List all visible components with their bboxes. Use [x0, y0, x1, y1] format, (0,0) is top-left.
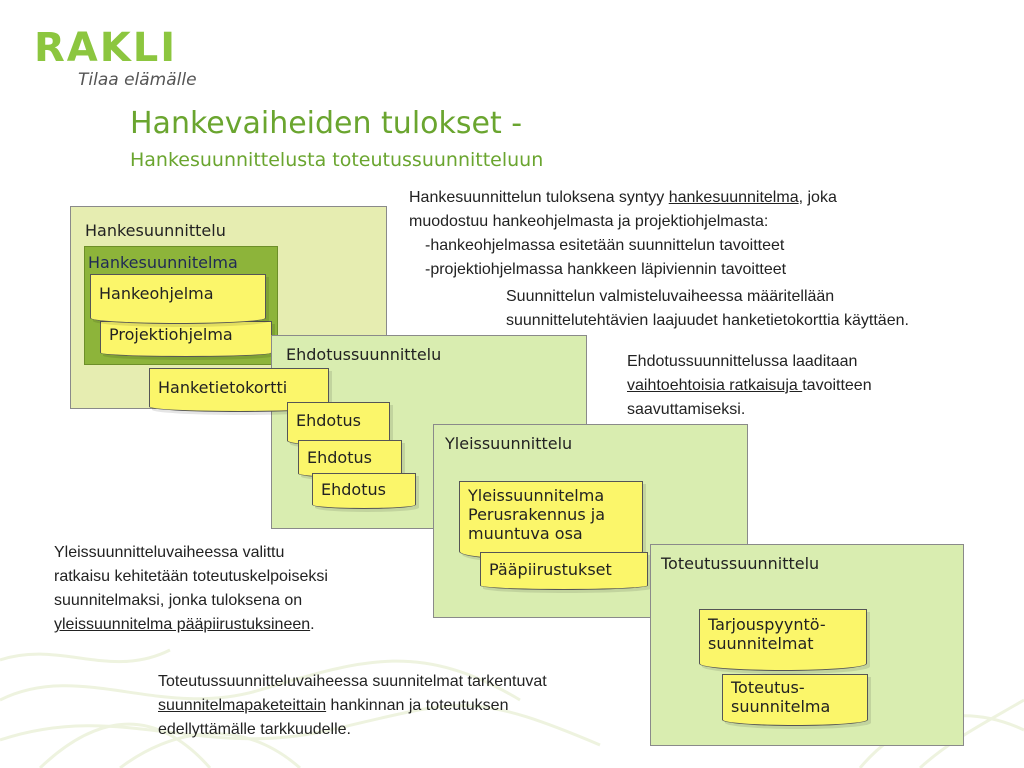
desc-line: ratkaisu kehitetään toteutuskelpoiseksi [54, 568, 328, 585]
phase-label: Yleissuunnittelu [445, 434, 573, 453]
desc-link-yleissuunnitelma: yleissuunnitelma pääpiirustuksineen [54, 616, 311, 633]
doc-toteutussuunnitelma [722, 674, 868, 726]
desc-line: suunnitelmaksi, jonka tuloksena on [54, 592, 303, 609]
desc-line: muodostuu hankeohjelmasta ja projektiohjelmasta: [409, 213, 769, 230]
desc-text: tavoitteen [802, 377, 872, 394]
desc-text: Hankesuunnittelun tuloksena syntyy [409, 189, 669, 206]
desc-line: -projektiohjelmassa hankkeen läpiviennin tavoitteet [425, 261, 787, 278]
desc-ehdotussuunnittelu [627, 350, 872, 422]
desc-line: Yleissuunnitteluvaiheessa valittu [54, 544, 285, 561]
doc-yleissuunnitelma [459, 481, 643, 561]
phase-label: Hankesuunnittelu [85, 221, 226, 240]
desc-line [627, 374, 872, 398]
slide-subtitle: Hankesuunnittelusta toteutussuunnitteluun [130, 149, 544, 171]
desc-line: suunnittelutehtävien laajuudet hanketietokorttia käyttäen. [506, 312, 909, 329]
desc-line: saavuttamiseksi. [627, 401, 746, 418]
doc-line: Perusrakennus ja [468, 505, 605, 524]
desc-valmistelu [506, 285, 909, 333]
doc-line: Toteutus- [731, 678, 805, 697]
desc-line: -hankeohjelmassa esitetään suunnittelun tavoitteet [425, 237, 785, 254]
logo-wordmark: RAKLI [34, 25, 178, 71]
desc-hankesuunnittelu [409, 186, 837, 282]
phase-label: Ehdotussuunnittelu [286, 345, 442, 364]
doc-line: Tarjouspyyntö- [708, 615, 826, 634]
desc-line [409, 186, 837, 210]
rakli-logo [34, 26, 224, 96]
phase-label: Toteutussuunnittelu [661, 554, 820, 573]
desc-line [158, 694, 547, 718]
desc-line: edellyttämälle tarkkuudelle. [158, 721, 351, 738]
logo-tagline: Tilaa elämälle [78, 70, 197, 90]
desc-link-suunnitelmapaketeittain: suunnitelmapaketeittain [158, 697, 327, 714]
desc-text: . [310, 616, 315, 633]
desc-line: Toteutussuunnitteluvaiheessa suunnitelmat tarkentuvat [158, 673, 547, 690]
desc-yleissuunnittelu [54, 541, 328, 637]
plan-label: Hankesuunnitelma [88, 253, 238, 272]
doc-line: muuntuva osa [468, 524, 583, 543]
doc-ehdotus-2: Ehdotus [298, 440, 402, 478]
doc-line: suunnitelma [731, 697, 831, 716]
doc-projektiohjelma: Projektiohjelma [100, 321, 272, 357]
desc-link-vaihtoehtoisia: vaihtoehtoisia ratkaisuja [627, 377, 803, 394]
doc-tarjouspyyntosuunnitelmat [699, 609, 867, 671]
desc-text: , joka [798, 189, 837, 206]
desc-toteutussuunnittelu [158, 670, 547, 742]
doc-hankeohjelma: Hankeohjelma [90, 274, 266, 324]
slide-title: Hankevaiheiden tulokset - [130, 106, 523, 141]
desc-line: Ehdotussuunnittelussa laaditaan [627, 353, 858, 370]
desc-link-hankesuunnitelma: hankesuunnitelma [668, 189, 799, 206]
doc-line: Yleissuunnitelma [468, 486, 605, 505]
desc-text: hankinnan ja toteutuksen [326, 697, 509, 714]
desc-line [54, 613, 328, 637]
doc-ehdotus-1: Ehdotus [287, 402, 390, 446]
desc-line: Suunnittelun valmisteluvaiheessa määritellään [506, 288, 835, 305]
doc-line: suunnitelmat [708, 634, 814, 653]
doc-paapiirustukset: Pääpiirustukset [480, 552, 648, 590]
doc-hanketietokortti: Hanketietokortti [149, 368, 329, 412]
doc-ehdotus-3: Ehdotus [312, 473, 416, 509]
